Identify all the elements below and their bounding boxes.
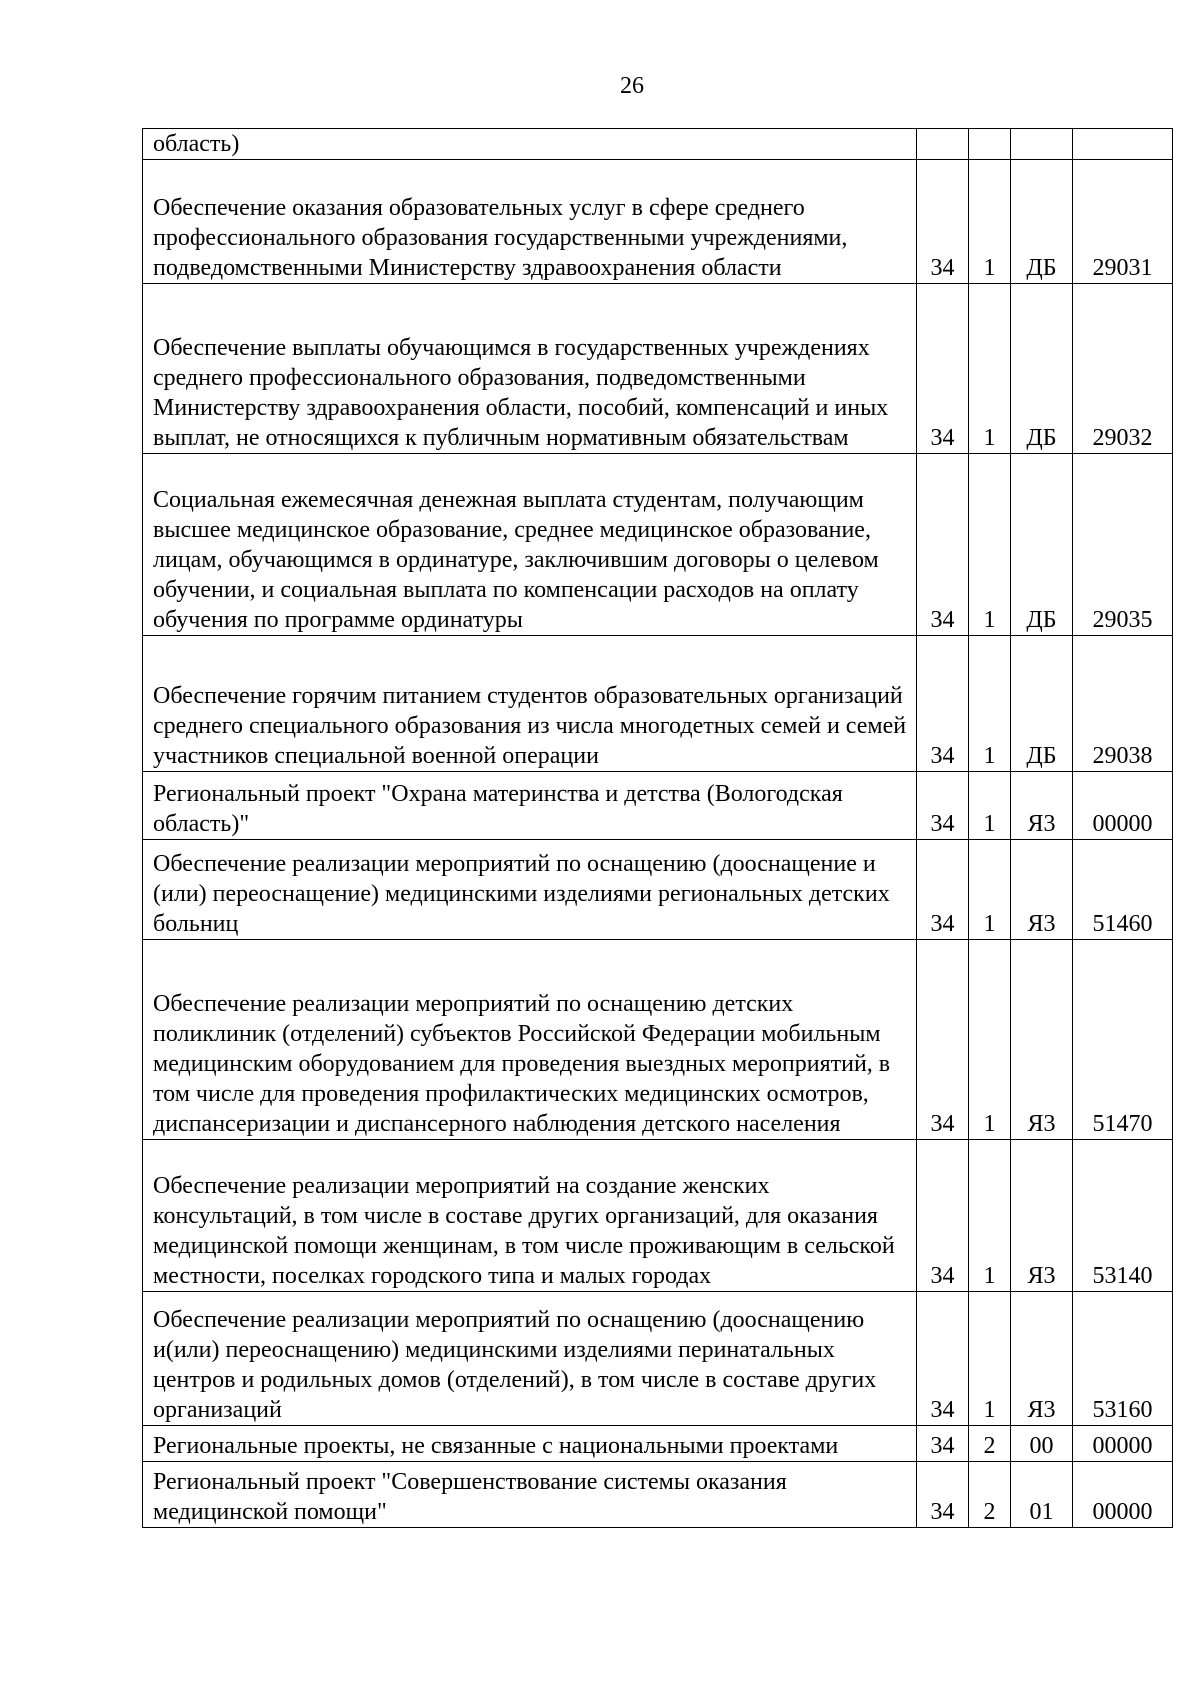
- direction-code-cell: 29035: [1073, 454, 1173, 636]
- project-code-cell: Я3: [1011, 940, 1073, 1140]
- subprogram-code-cell: [969, 129, 1011, 160]
- subprogram-code-cell: 1: [969, 160, 1011, 284]
- subprogram-code-cell: 1: [969, 636, 1011, 772]
- program-code-cell: 34: [917, 1140, 969, 1292]
- row-name-cell: Обеспечение реализации мероприятий по оснащению детских поликлиник (отделений) субъектов Российской Федерации мобильным медицинским оборудованием для проведения выездных мероприятий, в том числе для проведения профилактических медицинских осмотров, диспансеризации и диспансерного наблюдения детского населения: [143, 940, 917, 1140]
- table-row: [143, 940, 1173, 1140]
- row-name-cell: Обеспечение реализации мероприятий по оснащению (дооснащение и (или) переоснащение) медицинскими изделиями региональных детских больниц: [143, 840, 917, 940]
- program-code-cell: 34: [917, 160, 969, 284]
- project-code-cell: Я3: [1011, 840, 1073, 940]
- row-name-cell: Обеспечение выплаты обучающимся в государственных учреждениях среднего профессионального образования, подведомственными Министерству здравоохранения области, пособий, компенсаций и иных выплат, не относящихся к публичным нормативным обязательствам: [143, 284, 917, 454]
- project-code-cell: ДБ: [1011, 454, 1073, 636]
- direction-code-cell: 29031: [1073, 160, 1173, 284]
- project-code-cell: [1011, 129, 1073, 160]
- table-row: [143, 1426, 1173, 1462]
- program-code-cell: 34: [917, 772, 969, 840]
- subprogram-code-cell: 1: [969, 1292, 1011, 1426]
- row-name-cell: Обеспечение реализации мероприятий на создание женских консультаций, в том числе в составе других организаций, для оказания медицинской помощи женщинам, в том числе проживающим в сельской местности, поселках городского типа и малых городах: [143, 1140, 917, 1292]
- program-code-cell: 34: [917, 840, 969, 940]
- row-name-cell: Обеспечение горячим питанием студентов образовательных организаций среднего специального образования из числа многодетных семей и семей участников специальной военной операции: [143, 636, 917, 772]
- program-code-cell: 34: [917, 1292, 969, 1426]
- direction-code-cell: 29032: [1073, 284, 1173, 454]
- direction-code-cell: 29038: [1073, 636, 1173, 772]
- project-code-cell: ДБ: [1011, 160, 1073, 284]
- subprogram-code-cell: 1: [969, 940, 1011, 1140]
- direction-code-cell: 53140: [1073, 1140, 1173, 1292]
- program-code-cell: [917, 129, 969, 160]
- program-code-cell: 34: [917, 284, 969, 454]
- row-name-cell: Региональные проекты, не связанные с национальными проектами: [143, 1426, 917, 1462]
- table-row: [143, 454, 1173, 636]
- program-code-cell: 34: [917, 636, 969, 772]
- direction-code-cell: 00000: [1073, 772, 1173, 840]
- table-row: [143, 840, 1173, 940]
- program-code-cell: 34: [917, 940, 969, 1140]
- subprogram-code-cell: 1: [969, 840, 1011, 940]
- direction-code-cell: [1073, 129, 1173, 160]
- table-row: [143, 129, 1173, 160]
- subprogram-code-cell: 2: [969, 1462, 1011, 1528]
- direction-code-cell: 00000: [1073, 1462, 1173, 1528]
- row-name-cell: Обеспечение реализации мероприятий по оснащению (дооснащению и(или) переоснащению) медицинскими изделиями перинатальных центров и родильных домов (отделений), в том числе в составе других организаций: [143, 1292, 917, 1426]
- program-code-cell: 34: [917, 454, 969, 636]
- row-name-cell: Обеспечение оказания образовательных услуг в сфере среднего профессионального образования государственными учреждениями, подведомственными Министерству здравоохранения области: [143, 160, 917, 284]
- project-code-cell: 01: [1011, 1462, 1073, 1528]
- budget-classification-table: [142, 128, 1173, 1528]
- row-name-cell: Социальная ежемесячная денежная выплата студентам, получающим высшее медицинское образование, среднее медицинское образование, лицам, обучающимся в ординатуре, заключившим договоры о целевом обучении, и социальная выплата по компенсации расходов на оплату обучения по программе ординатуры: [143, 454, 917, 636]
- table-row: [143, 1140, 1173, 1292]
- table-row: [143, 1292, 1173, 1426]
- subprogram-code-cell: 1: [969, 1140, 1011, 1292]
- direction-code-cell: 51470: [1073, 940, 1173, 1140]
- row-name-cell: Региональный проект "Охрана материнства и детства (Вологодская область)": [143, 772, 917, 840]
- subprogram-code-cell: 2: [969, 1426, 1011, 1462]
- page-number: 26: [620, 73, 644, 99]
- direction-code-cell: 53160: [1073, 1292, 1173, 1426]
- table-row: [143, 636, 1173, 772]
- subprogram-code-cell: 1: [969, 772, 1011, 840]
- table-row: [143, 1462, 1173, 1528]
- project-code-cell: Я3: [1011, 1140, 1073, 1292]
- row-name-cell: Региональный проект "Совершенствование системы оказания медицинской помощи": [143, 1462, 917, 1528]
- row-name-cell: область): [143, 129, 917, 160]
- project-code-cell: Я3: [1011, 772, 1073, 840]
- table-row: [143, 284, 1173, 454]
- direction-code-cell: 00000: [1073, 1426, 1173, 1462]
- direction-code-cell: 51460: [1073, 840, 1173, 940]
- project-code-cell: 00: [1011, 1426, 1073, 1462]
- project-code-cell: ДБ: [1011, 636, 1073, 772]
- subprogram-code-cell: 1: [969, 284, 1011, 454]
- subprogram-code-cell: 1: [969, 454, 1011, 636]
- project-code-cell: Я3: [1011, 1292, 1073, 1426]
- project-code-cell: ДБ: [1011, 284, 1073, 454]
- program-code-cell: 34: [917, 1462, 969, 1528]
- table-row: [143, 160, 1173, 284]
- program-code-cell: 34: [917, 1426, 969, 1462]
- table-row: [143, 772, 1173, 840]
